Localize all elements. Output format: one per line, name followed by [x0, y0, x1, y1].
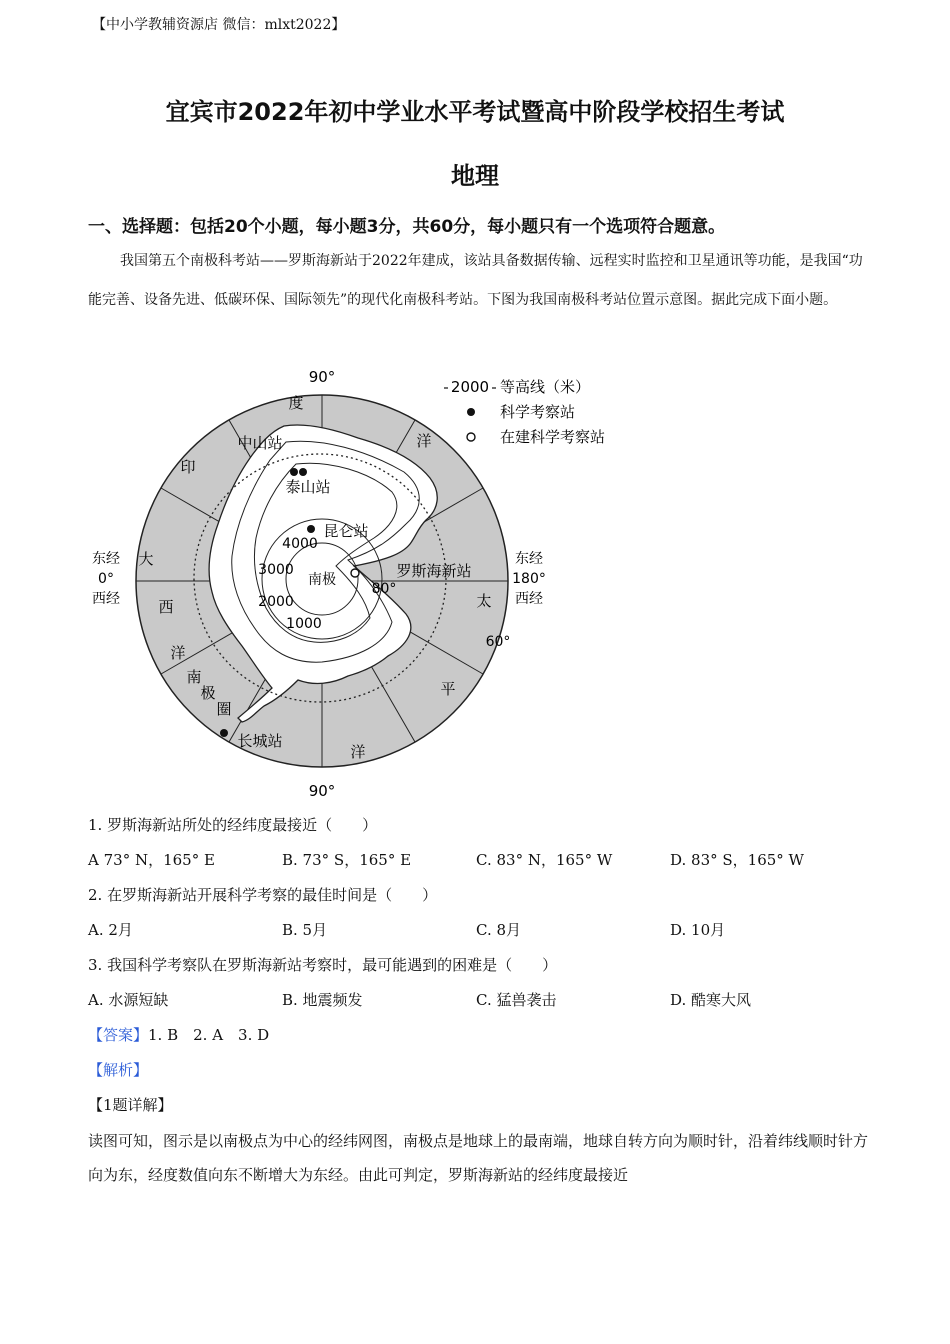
lat-60-label: 60° — [485, 634, 511, 650]
lon-right-west: 西经 — [515, 591, 543, 607]
ocean-char: 度 — [288, 394, 304, 412]
ocean-char: 洋 — [416, 432, 432, 450]
intro-passage — [88, 242, 868, 319]
answer-line — [88, 1024, 269, 1045]
option: B. 5月 — [282, 921, 328, 939]
question-2-options — [88, 919, 868, 940]
lon-left-deg: 0° — [98, 571, 114, 587]
ocean-char: 印 — [180, 458, 196, 476]
detail-text: 读图可知，图示是以南极点为中心的经纬网图，南极点是地球上的最南端，地球自转方向为顺时针，沿着纬线顺时针方向为东，经度数值向东不断增大为东经。由此可判定，罗斯海新站的经纬度最接近 — [88, 1132, 869, 1184]
legend-building-label: 在建科学考察站 — [500, 428, 606, 446]
question-1: 1. 罗斯海新站所处的经纬度最接近（ ） — [88, 816, 378, 834]
section-heading: 一、选择题：包括20个小题，每小题3分，共60分，每小题只有一个选项符合题意。 — [88, 217, 726, 237]
answer-text: 1. B 2. A 3. D — [148, 1026, 270, 1044]
antarctic-map — [86, 360, 626, 800]
ocean-char: 洋 — [170, 644, 186, 662]
contour-value: 3000 — [258, 562, 294, 578]
circle-char: 圈 — [216, 700, 232, 718]
option: D. 酷寒大风 — [670, 991, 752, 1009]
detail-heading: 【1题详解】 — [88, 1096, 173, 1114]
lat-80-label: 80° — [371, 581, 397, 597]
ocean-char: 西 — [158, 598, 174, 616]
lat-label-bottom: 90° — [308, 782, 336, 800]
station-zhongshan: 中山站 — [237, 434, 283, 452]
answer-tag: 【答案】 — [88, 1026, 149, 1044]
intro-text: 我国第五个南极科考站——罗斯海新站于2022年建成，该站具备数据传输、远程实时监控和卫星通讯等功能，是我国“功能完善、设备先进、低碳环保、国际领先”的现代化南极科考站。下图为我国南极科考站位置示意图。据此完成下面小题。 — [88, 253, 863, 308]
circle-char: 极 — [200, 684, 216, 702]
contour-value: 2000 — [258, 594, 294, 610]
option: A 73° N，165° E — [88, 851, 215, 869]
contour-value: 4000 — [282, 536, 318, 552]
option: B. 地震频发 — [282, 991, 363, 1009]
south-pole-label: 南极 — [308, 572, 336, 588]
station-kunlun: 昆仑站 — [323, 522, 369, 540]
legend-station-label: 科学考察站 — [500, 403, 576, 421]
option: D. 10月 — [670, 921, 726, 939]
station-changcheng: 长城站 — [237, 732, 283, 750]
station-kunlun-dot — [307, 525, 315, 533]
ocean-char: 平 — [440, 680, 456, 698]
detail-explanation — [88, 1124, 868, 1192]
option: C. 83° N，165° W — [476, 851, 613, 869]
option: C. 猛兽袭击 — [476, 991, 557, 1009]
station-taishan-dot — [299, 468, 307, 476]
lon-right-east: 东经 — [515, 551, 543, 567]
exam-subject: 地理 — [451, 162, 499, 190]
lon-left-west: 西经 — [92, 591, 120, 607]
question-1-options — [88, 849, 868, 870]
circle-char: 南 — [186, 668, 202, 686]
question-3-options — [88, 989, 868, 1010]
option: B. 73° S，165° E — [282, 851, 412, 869]
lat-label-top: 90° — [308, 368, 336, 386]
lon-left-east: 东经 — [92, 551, 120, 567]
ocean-char: 大 — [138, 550, 154, 568]
station-zhongshan-dot — [290, 468, 298, 476]
option: A. 2月 — [88, 921, 133, 939]
analysis-tag: 【解析】 — [88, 1061, 149, 1079]
ocean-char: 洋 — [350, 743, 366, 761]
lon-right-deg: 180° — [512, 571, 546, 587]
station-rosssea-dot — [351, 569, 359, 577]
legend-building-dot — [467, 433, 475, 441]
question-3: 3. 我国科学考察队在罗斯海新站考察时，最可能遇到的困难是（ ） — [88, 956, 558, 974]
legend-contour-sample: 2000 — [450, 378, 490, 396]
legend-contour-label: 等高线（米） — [500, 378, 591, 396]
question-2: 2. 在罗斯海新站开展科学考察的最佳时间是（ ） — [88, 886, 438, 904]
option: D. 83° S，165° W — [670, 851, 804, 869]
map-legend — [444, 378, 605, 446]
option: A. 水源短缺 — [88, 991, 169, 1009]
legend-station-dot — [467, 408, 475, 416]
exam-title: 宜宾市2022年初中学业水平考试暨高中阶段学校招生考试 — [165, 98, 785, 126]
station-rosssea: 罗斯海新站 — [396, 562, 472, 580]
header-note: 【中小学教辅资源店 微信：mlxt2022】 — [92, 17, 346, 33]
station-taishan: 泰山站 — [285, 478, 331, 496]
option: C. 8月 — [476, 921, 522, 939]
ocean-char: 太 — [476, 592, 492, 610]
contour-value: 1000 — [286, 616, 322, 632]
station-changcheng-dot — [220, 729, 228, 737]
